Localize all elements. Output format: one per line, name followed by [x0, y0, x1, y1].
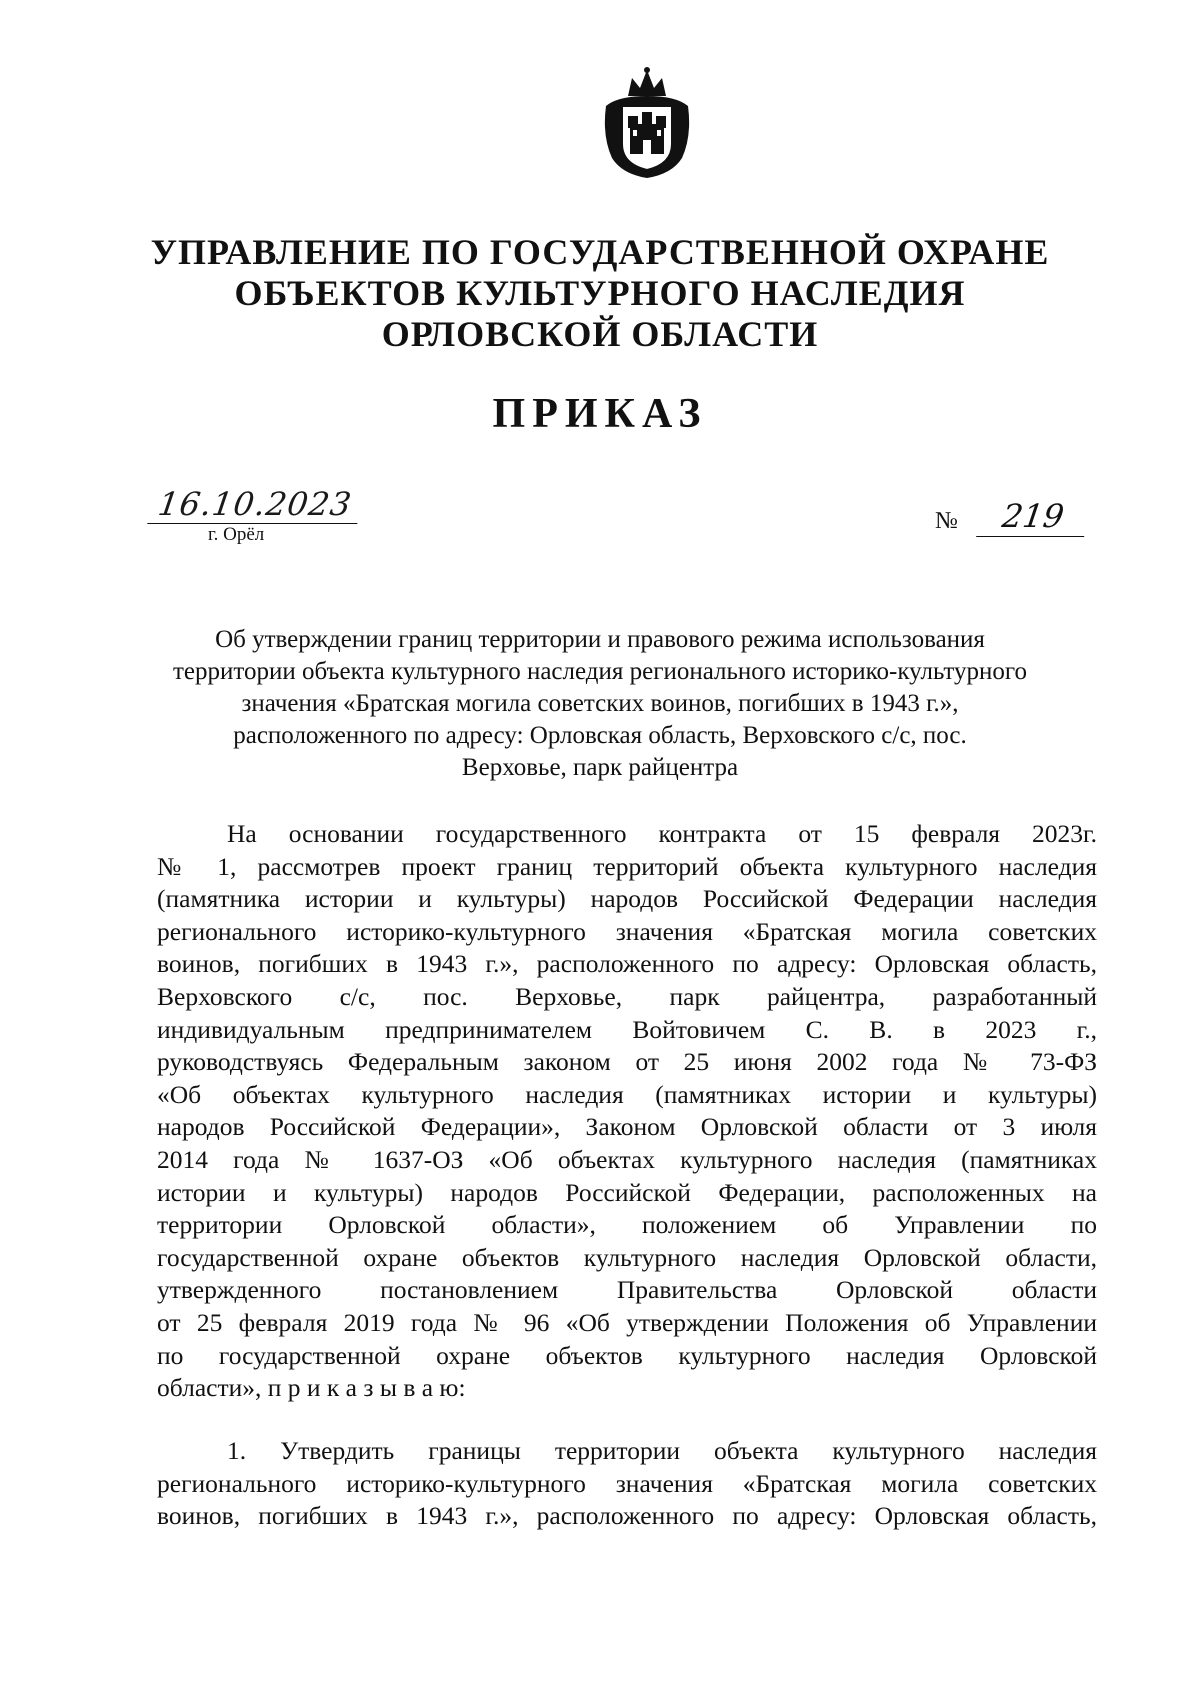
body-line: № 1, рассмотрев проект границ территорий объекта культурного наследия	[157, 851, 1097, 881]
body-line: (памятника истории и культуры) народов Российской Федерации наследия	[157, 884, 1097, 914]
subject-line: расположенного по адресу: Орловская область, Верховского с/с, пос.	[233, 722, 967, 749]
item-line: регионального историко-культурного значения «Братская могила советских	[157, 1468, 1097, 1498]
subject-line: территории объекта культурного наследия регионального историко-культурного	[172, 658, 1028, 685]
org-line-3: ОРЛОВСКОЙ ОБЛАСТИ	[381, 314, 819, 354]
subject-line: значения «Братская могила советских воинов, погибших в 1943 г.»,	[241, 690, 959, 717]
order-number-block	[935, 497, 1095, 544]
body-line: Верховского с/с, пос. Верховье, парк райцентра, разработанный	[157, 981, 1097, 1011]
org-line-1: УПРАВЛЕНИЕ ПО ГОСУДАРСТВЕННОЙ ОХРАНЕ	[150, 232, 1050, 272]
body-line: регионального историко-культурного значения «Братская могила советских	[157, 916, 1097, 946]
body-line: области», п р и к а з ы в а ю:	[157, 1373, 466, 1403]
subject-line: Об утверждении границ территории и правового режима использования	[215, 626, 985, 653]
body-line: воинов, погибших в 1943 г.», расположенного по адресу: Орловская область,	[157, 949, 1097, 979]
document-type-title: ПРИКАЗ	[492, 391, 708, 437]
body-line: по государственной охране объектов культурного наследия Орловской	[157, 1340, 1097, 1370]
body-line: государственной охране объектов культурного наследия Орловской области,	[157, 1242, 1097, 1272]
item-line: воинов, погибших в 1943 г.», расположенного по адресу: Орловская область,	[157, 1501, 1097, 1531]
order-subject	[150, 624, 1050, 784]
org-line-2: ОБЪЕКТОВ КУЛЬТУРНОГО НАСЛЕДИЯ	[234, 273, 966, 313]
body-line: руководствуясь Федеральным законом от 25 июня 2002 года № 73-ФЗ	[157, 1047, 1097, 1077]
handwritten-order-number: 219	[976, 496, 1090, 537]
number-sign: №	[935, 508, 958, 534]
item-line: 1. Утвердить границы территории объекта культурного наследия	[227, 1436, 1097, 1465]
body-line: истории и культуры) народов Российской Федерации, расположенных на	[157, 1177, 1097, 1207]
subject-line: Верховье, парк райцентра	[461, 754, 739, 781]
order-item-1	[157, 1435, 1097, 1533]
body-line: от 25 февраля 2019 года № 96 «Об утверждении Положения об Управлении	[157, 1307, 1097, 1337]
organization-name	[150, 232, 1050, 355]
body-line: народов Российской Федерации», Законом Орловской области от 3 июля	[157, 1112, 1097, 1142]
body-line: утвержденного постановлением Правительства Орловской области	[157, 1275, 1097, 1305]
preamble-paragraph	[157, 818, 1097, 1405]
body-line: На основании государственного контракта от 15 февраля 2023г.	[227, 819, 1097, 848]
coat-of-arms-icon	[598, 66, 696, 182]
handwritten-date: 16.10.2023	[147, 485, 362, 524]
city-label: г. Орёл	[208, 524, 265, 545]
body-line: территории Орловской области», положением об Управлении по	[157, 1210, 1097, 1240]
body-line: индивидуальным предпринимателем Войтовичем С. В. в 2023 г.,	[157, 1014, 1097, 1044]
coat-of-arms-emblem	[598, 66, 696, 182]
body-line: 2014 года № 1637-ОЗ «Об объектах культурного наследия (памятниках	[157, 1144, 1097, 1174]
body-line: «Об объектах культурного наследия (памятниках истории и культуры)	[157, 1079, 1097, 1109]
date-block	[150, 485, 360, 545]
